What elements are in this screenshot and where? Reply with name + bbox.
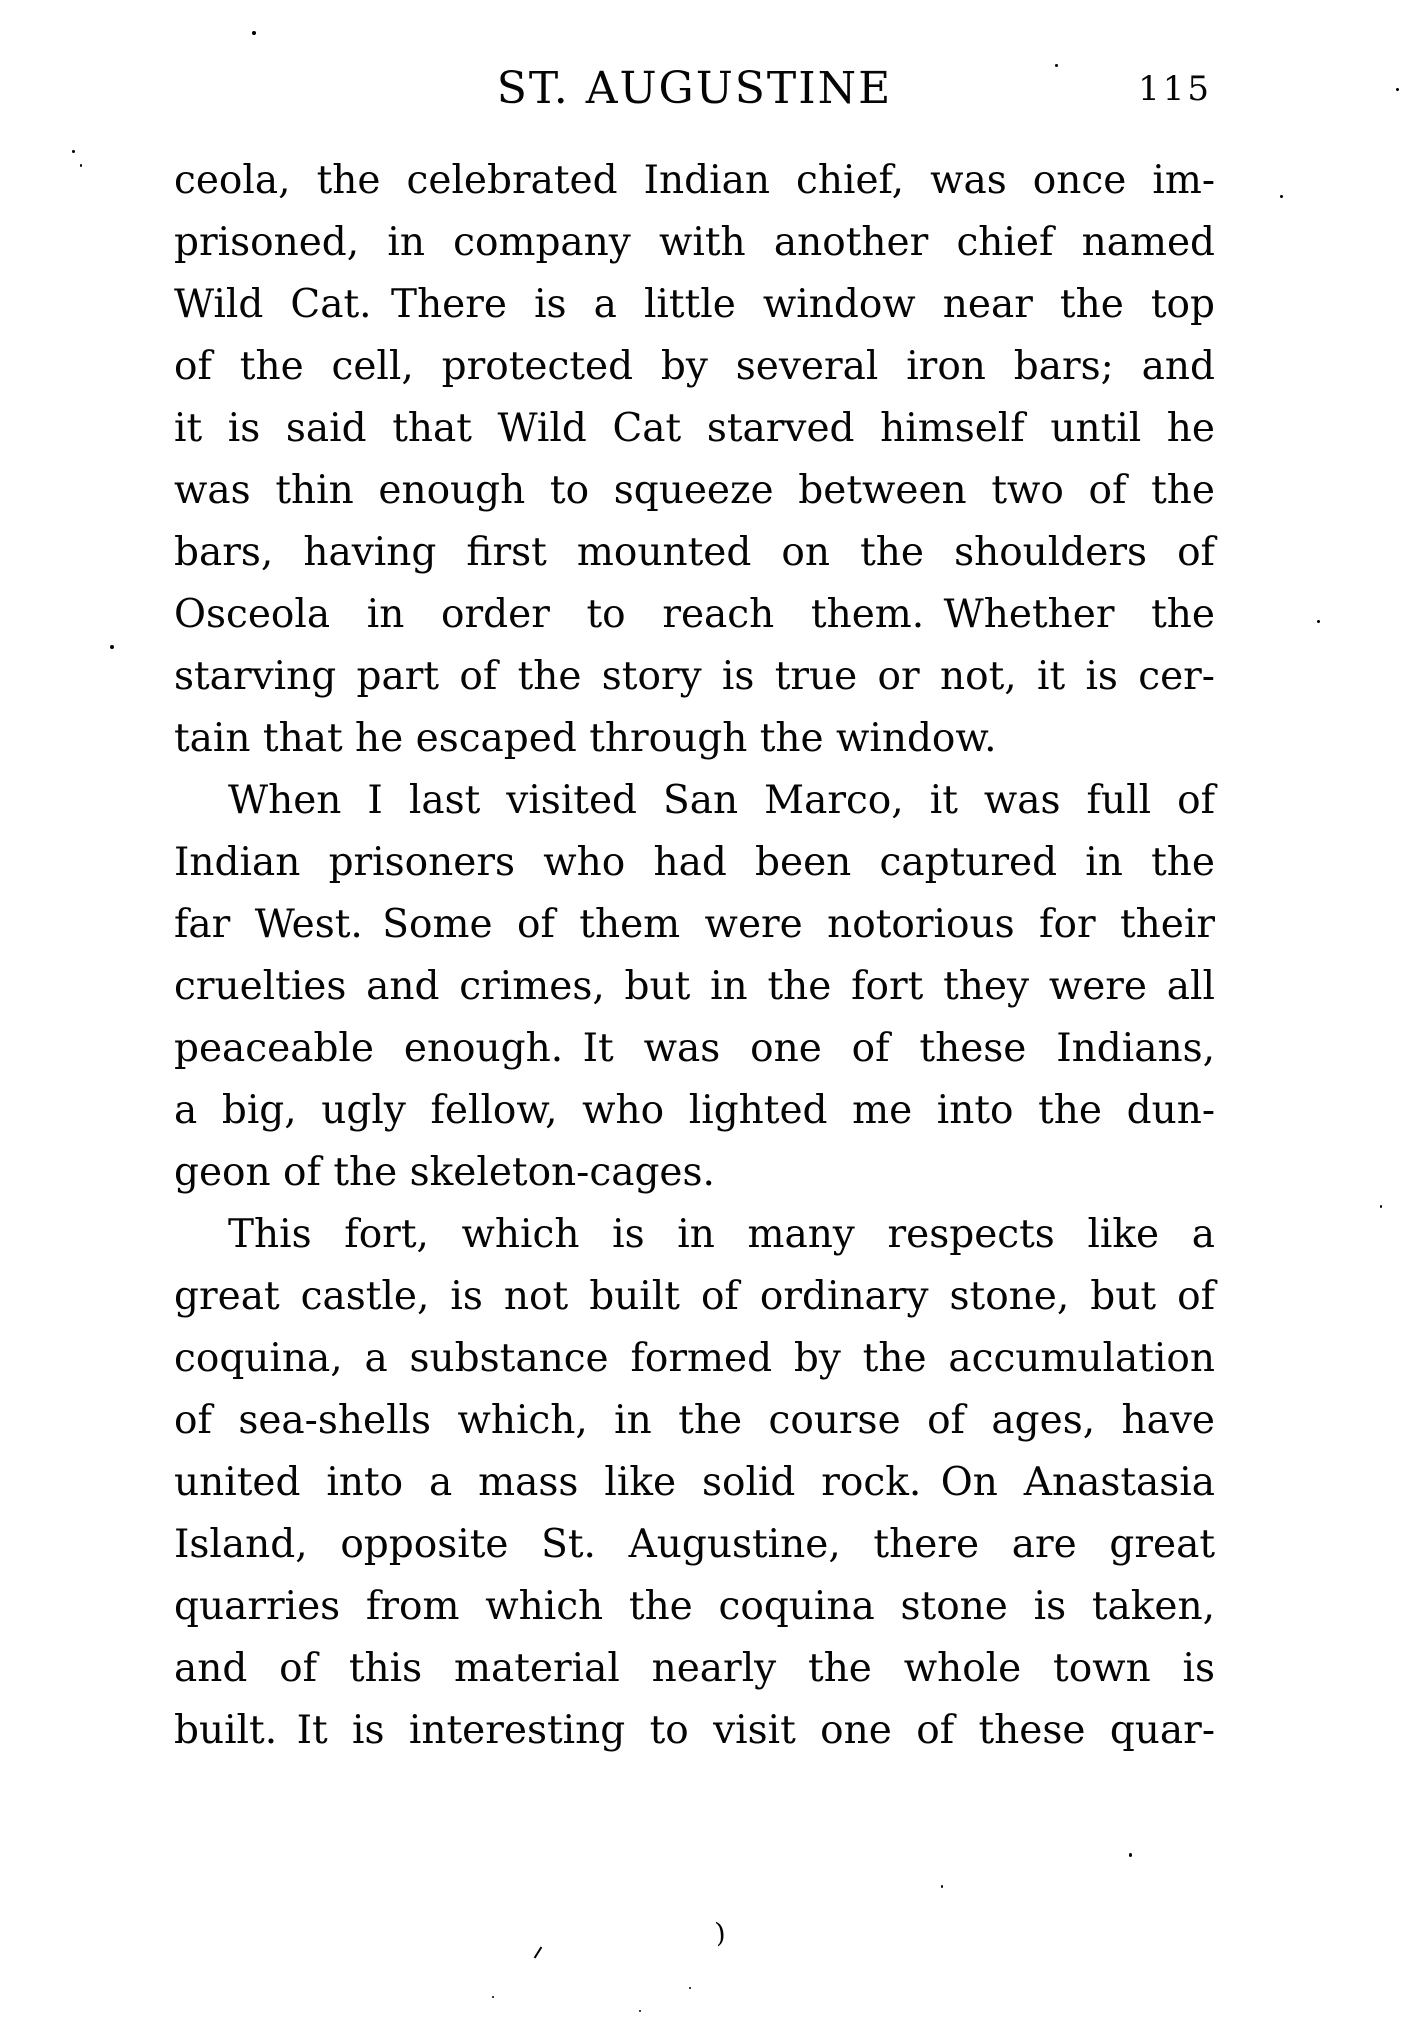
scan-speck [1317,620,1320,623]
scan-speck [1280,195,1283,198]
text-line: far West. Some of them were notorious for their [174,902,1215,947]
text-line: Indian prisoners who had been captured in the [174,840,1215,885]
text-line: coquina, a substance formed by the accumulation [174,1336,1215,1381]
scan-speck [80,164,82,167]
scan-speck [639,2010,641,2012]
scan-speck [110,645,114,649]
text-line: prisoned, in company with another chief named [174,220,1215,265]
text-line: a big, ugly fellow, who lighted me into the dun- [174,1088,1215,1133]
text-line: This fort, which is in many respects like a [228,1212,1215,1257]
scan-speck [72,150,75,153]
scan-speck [1055,64,1058,67]
text-line: bars, having first mounted on the shoulders of [174,530,1215,575]
text-line: it is said that Wild Cat starved himself until he [174,406,1215,451]
text-line: and of this material nearly the whole town is [174,1646,1215,1691]
scan-tick-mark [534,1946,543,1958]
text-line: geon of the skeleton-cages. [174,1150,715,1195]
text-line: of sea-shells which, in the course of ages, have [174,1398,1215,1443]
scan-speck [252,31,256,35]
page-number: 115 [1138,69,1212,109]
scan-speck [1129,1853,1132,1857]
text-line: ceola, the celebrated Indian chief, was once im- [174,158,1215,203]
page-text-block [174,150,1215,1762]
scan-speck [941,1885,943,1888]
scan-speck [1396,88,1399,91]
scan-speck [1380,1205,1382,1208]
text-line: starving part of the story is true or not, it is cer- [174,654,1215,699]
running-head-title: ST. AUGUSTINE [496,63,893,114]
text-line: quarries from which the coquina stone is taken, [174,1584,1215,1629]
text-line: great castle, is not built of ordinary stone, but of [174,1274,1215,1319]
text-line: of the cell, protected by several iron bars; and [174,344,1215,389]
text-line: cruelties and crimes, but in the fort they were all [174,964,1215,1009]
scan-speck [492,1996,494,1998]
text-line: Wild Cat. There is a little window near the top [174,282,1215,327]
text-line: peaceable enough. It was one of these Indians, [174,1026,1215,1071]
text-line: Osceola in order to reach them. Whether the [174,592,1215,637]
scan-squiggle-mark: ) [713,1917,727,1950]
text-line: Island, opposite St. Augustine, there are great [174,1522,1215,1567]
text-line: built. It is interesting to visit one of these quar- [174,1708,1215,1753]
text-line: tain that he escaped through the window. [174,716,997,761]
text-line: united into a mass like solid rock. On Anastasia [174,1460,1215,1505]
scan-speck [689,1987,691,1989]
text-line: When I last visited San Marco, it was full of [228,778,1215,823]
text-line: was thin enough to squeeze between two of the [174,468,1215,513]
